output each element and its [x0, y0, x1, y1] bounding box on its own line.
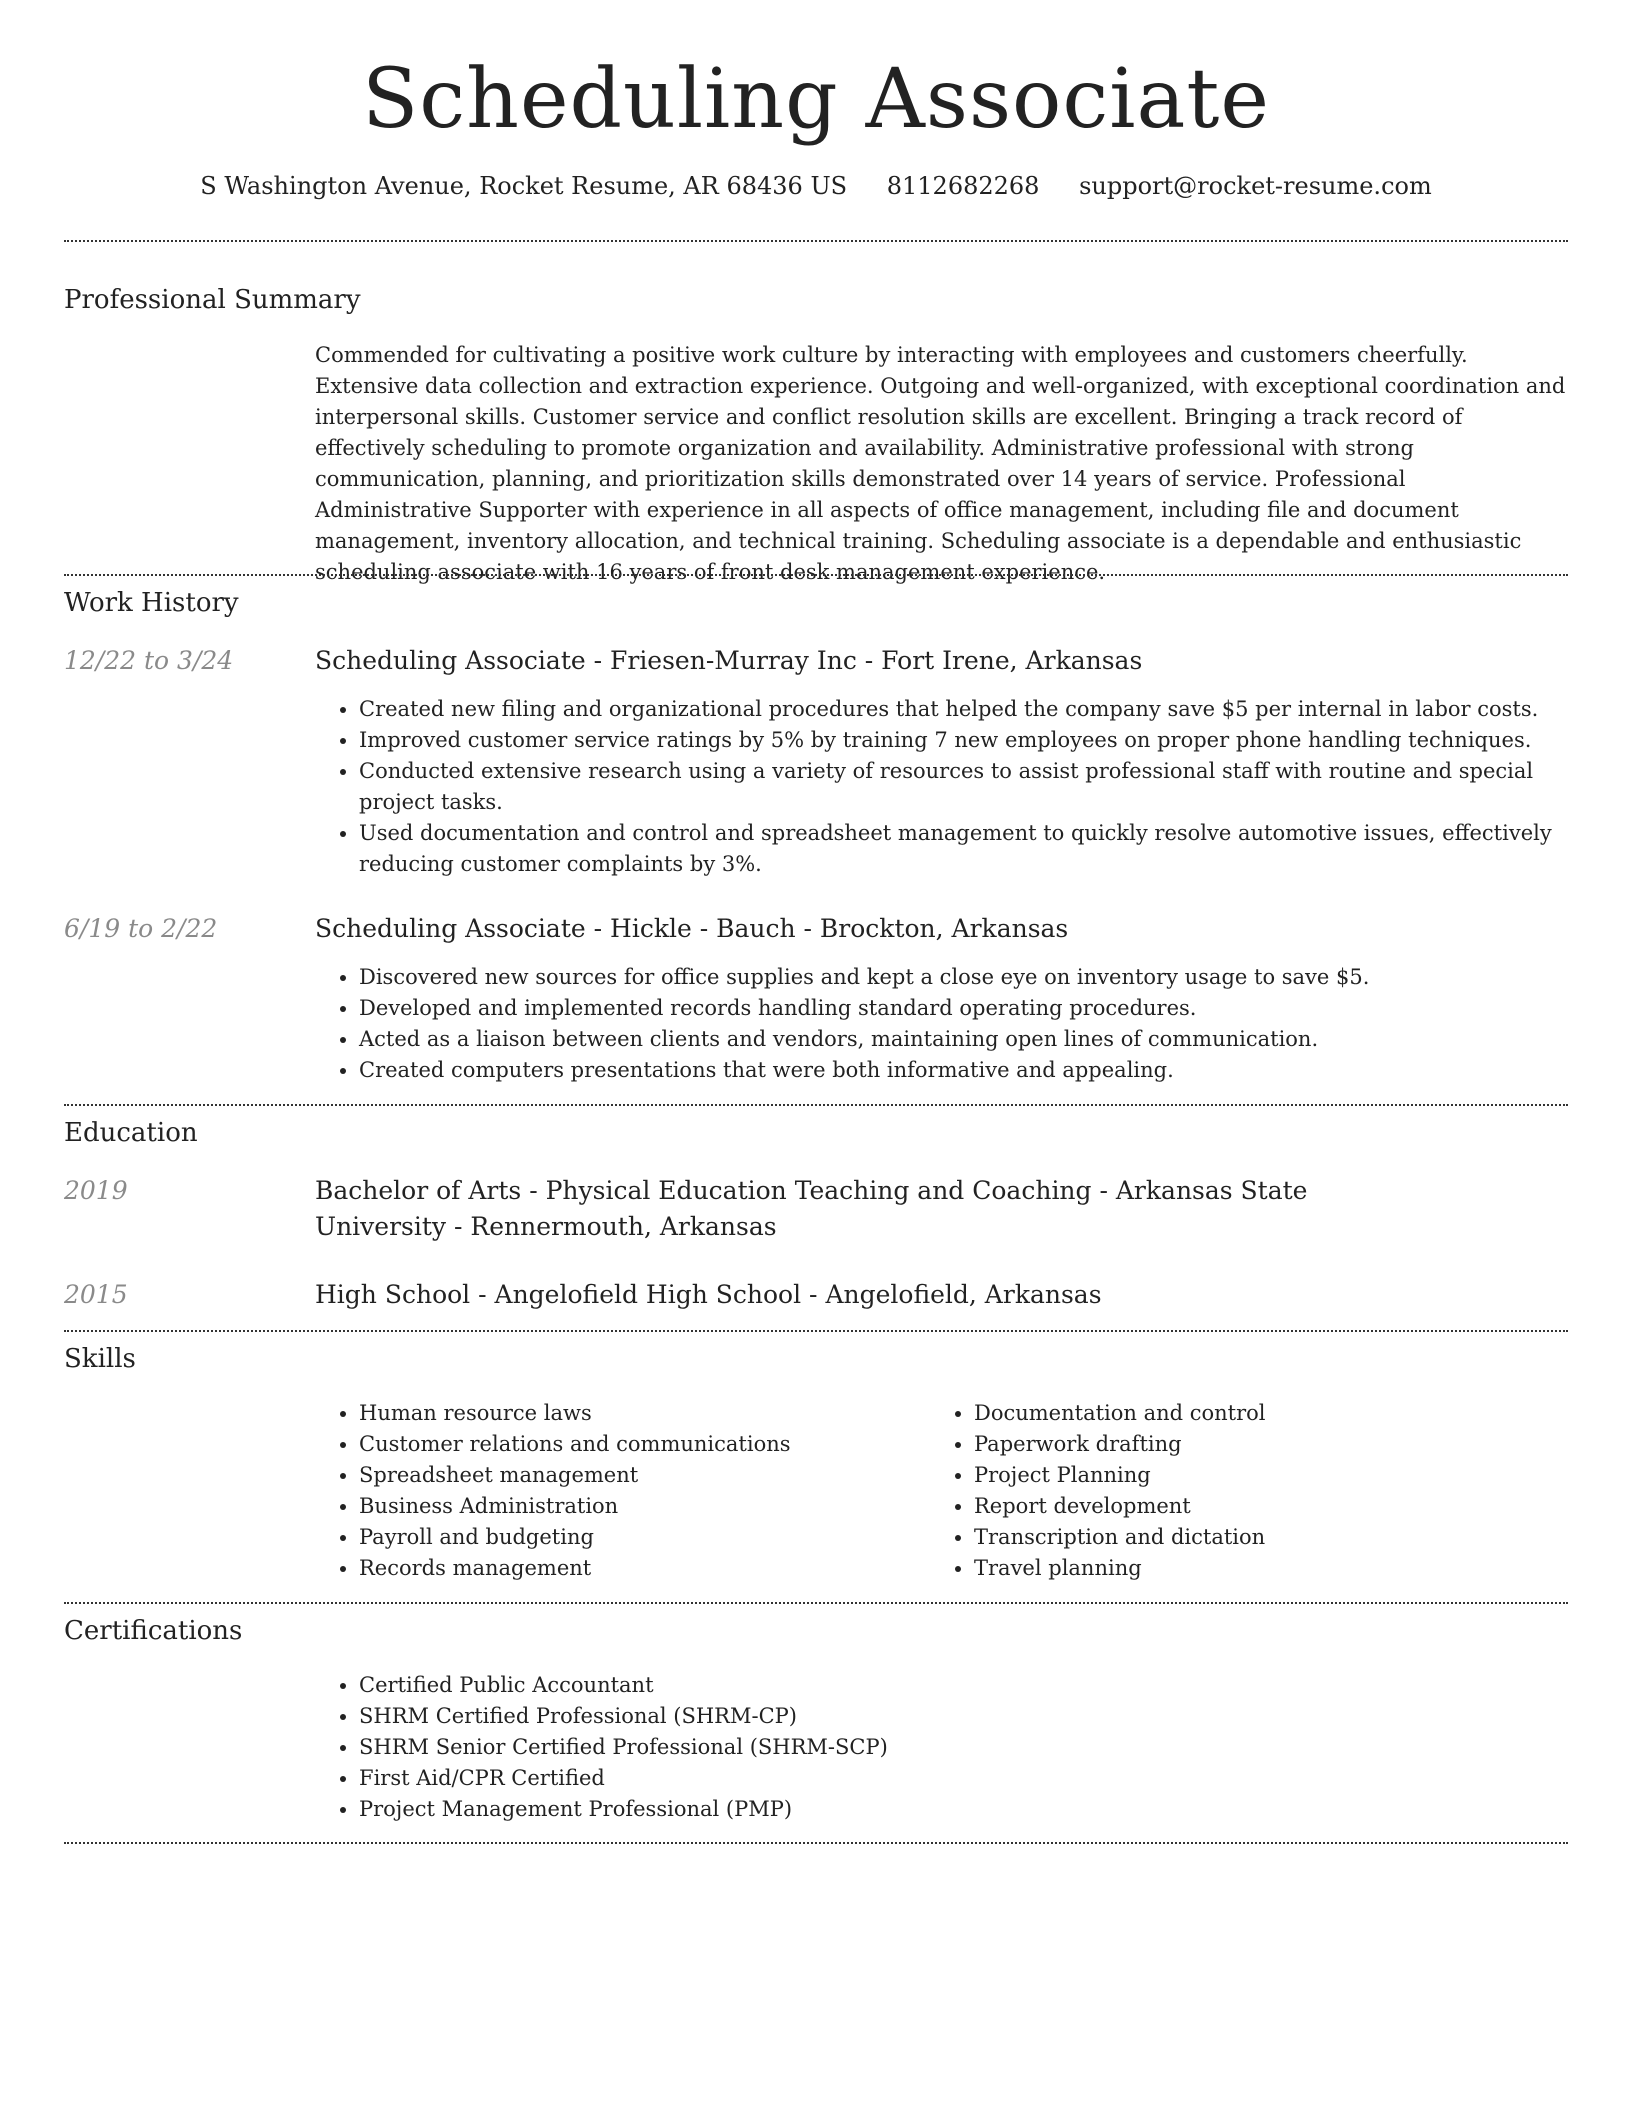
summary-text: Commended for cultivating a positive work culture by interacting with employees and customers cheerfully. Extensive data collection and extraction experience. Outgoing and well-organized, with exceptional coordination and interpersonal skills. Customer service and conflict resolution skills are excellent. Bringing a track record of effectively scheduling to promote organization and availability. Administrative professional with strong communication, planning, and prioritization skills demonstrated over 14 years of service. Professional Administrative Supporter with experience in all aspects of office management, including file and document management, inventory allocation, and technical training. Scheduling associate is a dependable and enthusiastic scheduling associate with 16 years of front desk management experience.	[315, 343, 1566, 584]
skills-heading: Skills	[64, 1344, 136, 1374]
list-item: • First Aid/CPR Certified	[359, 1763, 1568, 1794]
work-history-heading: Work History	[64, 588, 239, 618]
candidate-name: Scheduling Associate	[362, 52, 1270, 147]
section-divider	[64, 1842, 1568, 1844]
job-title: Scheduling Associate - Hickle - Bauch - Brockton, Arkansas	[315, 914, 1069, 943]
section-divider	[64, 1602, 1568, 1604]
section-divider	[64, 240, 1568, 242]
list-item: • Used documentation and control and spreadsheet management to quickly resolve automotive issues, effectively reducing customer complaints by 3%.	[359, 818, 1568, 880]
list-item: • Report development	[974, 1491, 1545, 1522]
certifications-list	[315, 1670, 1568, 1825]
job-dates: 6/19 to 2/22	[64, 914, 218, 943]
section-divider	[64, 574, 1568, 576]
list-item: • Transcription and dictation	[974, 1522, 1545, 1553]
list-item: • Discovered new sources for office supplies and kept a close eye on inventory usage to save $5.	[359, 962, 1568, 993]
list-item: • Business Administration	[359, 1491, 930, 1522]
list-item: • Documentation and control	[974, 1398, 1545, 1429]
list-item: • Paperwork drafting	[974, 1429, 1545, 1460]
skills-list-right	[930, 1398, 1545, 1584]
list-item: • Developed and implemented records handling standard operating procedures.	[359, 993, 1568, 1024]
list-item: • Project Planning	[974, 1460, 1545, 1491]
job-bullets	[315, 962, 1568, 1086]
list-item: • Travel planning	[974, 1553, 1545, 1584]
list-item: • Improved customer service ratings by 5% by training 7 new employees on proper phone handling techniques.	[359, 725, 1568, 756]
education-entry: High School - Angelofield High School - Angelofield, Arkansas	[315, 1280, 1102, 1309]
education-year: 2015	[64, 1280, 128, 1309]
list-item: • SHRM Senior Certified Professional (SHRM-SCP)	[359, 1732, 1568, 1763]
section-divider	[64, 1330, 1568, 1332]
list-item: • Certified Public Accountant	[359, 1670, 1568, 1701]
job-bullets	[315, 694, 1568, 880]
contact-address: S Washington Avenue, Rocket Resume, AR 68436 US	[200, 172, 848, 200]
education-heading: Education	[64, 1118, 198, 1148]
education-entry: Bachelor of Arts - Physical Education Teaching and Coaching - Arkansas State University - Rennermouth, Arkansas	[315, 1176, 1308, 1241]
list-item: • Spreadsheet management	[359, 1460, 930, 1491]
section-divider	[64, 1104, 1568, 1106]
list-item: • Acted as a liaison between clients and vendors, maintaining open lines of communication.	[359, 1024, 1568, 1055]
list-item: • Human resource laws	[359, 1398, 930, 1429]
list-item: • Records management	[359, 1553, 930, 1584]
list-item: • Conducted extensive research using a variety of resources to assist professional staff with routine and special project tasks.	[359, 756, 1568, 818]
summary-heading: Professional Summary	[64, 285, 361, 315]
skills-list-left	[315, 1398, 930, 1584]
list-item: • SHRM Certified Professional (SHRM-CP)	[359, 1701, 1568, 1732]
list-item: • Project Management Professional (PMP)	[359, 1794, 1568, 1825]
list-item: • Payroll and budgeting	[359, 1522, 930, 1553]
contact-email: support@rocket-resume.com	[1079, 172, 1432, 200]
job-dates: 12/22 to 3/24	[64, 646, 234, 675]
education-year: 2019	[64, 1176, 128, 1205]
list-item: • Customer relations and communications	[359, 1429, 930, 1460]
certifications-heading: Certifications	[64, 1616, 243, 1646]
job-title: Scheduling Associate - Friesen-Murray Inc - Fort Irene, Arkansas	[315, 646, 1143, 675]
list-item: • Created computers presentations that were both informative and appealing.	[359, 1055, 1568, 1086]
contact-phone: 8112682268	[886, 172, 1040, 200]
list-item: • Created new filing and organizational procedures that helped the company save $5 per internal in labor costs.	[359, 694, 1568, 725]
contact-line	[0, 170, 1632, 202]
